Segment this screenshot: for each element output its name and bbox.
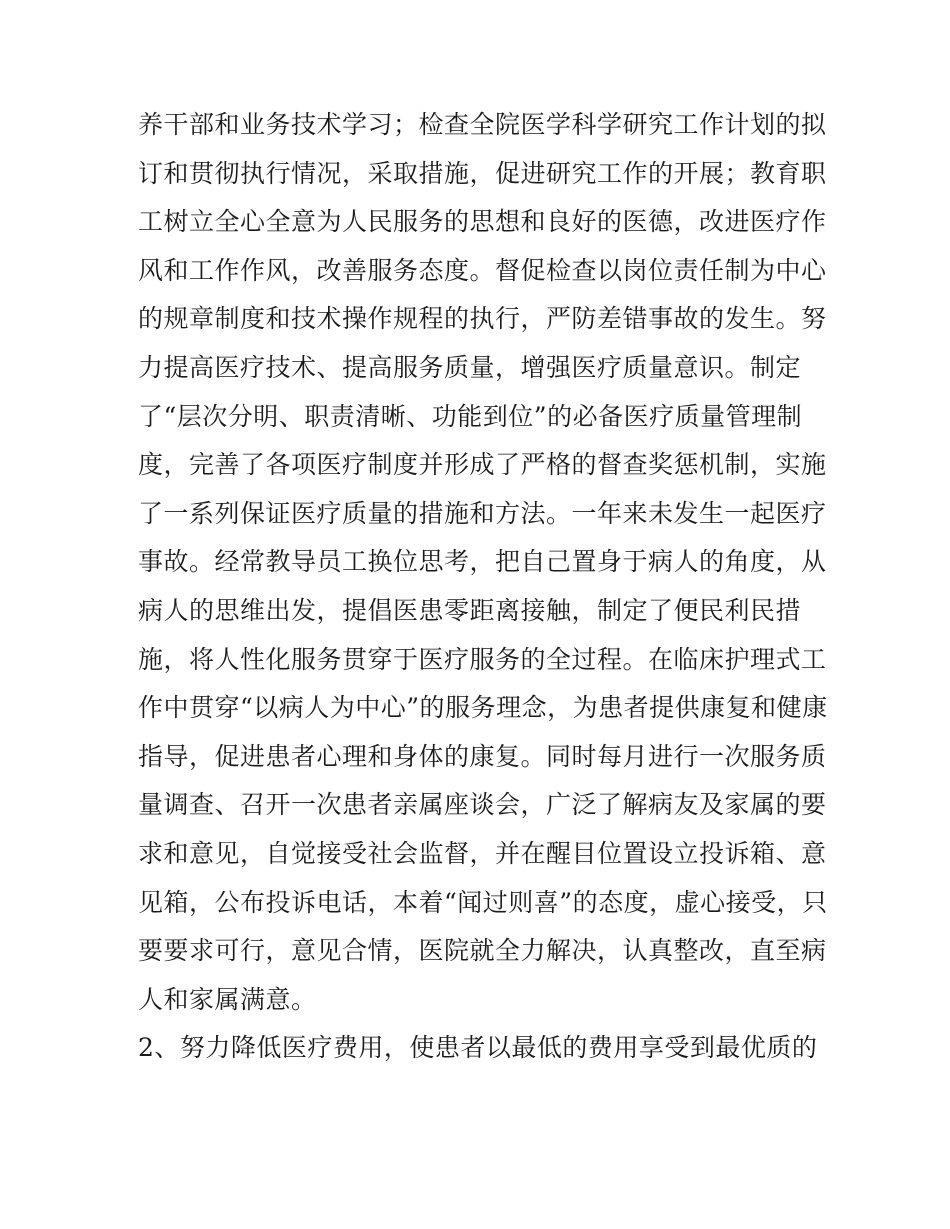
text-line: 病人的思维出发，提倡医患零距离接触，制定了便民利民措 xyxy=(138,595,802,625)
text-line: 风和工作作风，改善服务态度。督促检查以岗位责任制为中心 xyxy=(138,255,827,285)
text-line: 量调查、召开一次患者亲属座谈会，广泛了解病友及家属的要 xyxy=(138,790,827,820)
text-line: 作中贯穿“以病人为中心”的服务理念，为患者提供康复和健康 xyxy=(138,693,828,723)
text-line: 订和贯彻执行情况，采取措施，促进研究工作的开展；教育职 xyxy=(138,158,827,188)
text-line: 工树立全心全意为人民服务的思想和良好的医德，改进医疗作 xyxy=(138,207,827,237)
text-line: 力提高医疗技术、提高服务质量，增强医疗质量意识。制定 xyxy=(138,352,802,382)
text-line: 度，完善了各项医疗制度并形成了严格的督查奖惩机制，实施 xyxy=(138,450,827,480)
list-item-line: 2、努力降低医疗费用，使患者以最低的费用享受到最优质的 xyxy=(138,1033,818,1063)
text-line: 的规章制度和技术操作规程的执行，严防差错事故的发生。努 xyxy=(138,304,827,334)
text-line: 了一系列保证医疗质量的措施和方法。一年来未发生一起医疗 xyxy=(138,498,827,528)
text-line: 施，将人性化服务贯穿于医疗服务的全过程。在临床护理式工 xyxy=(138,644,827,674)
body-text xyxy=(138,101,828,1073)
text-line: 要要求可行，意见合情，医院就全力解决，认真整改，直至病 xyxy=(138,936,827,966)
text-line: 见箱，公布投诉电话，本着“闻过则喜”的态度，虚心接受，只 xyxy=(138,887,828,917)
text-line: 人和家属满意。 xyxy=(138,984,317,1014)
text-line: 指导，促进患者心理和身体的康复。同时每月进行一次服务质 xyxy=(138,741,827,771)
text-line: 事故。经常教导员工换位思考，把自己置身于病人的角度，从 xyxy=(138,547,827,577)
text-line: 了“层次分明、职责清晰、功能到位”的必备医疗质量管理制 xyxy=(138,401,803,431)
text-line: 求和意见，自觉接受社会监督，并在醒目位置设立投诉箱、意 xyxy=(138,838,827,868)
text-line: 养干部和业务技术学习；检查全院医学科学研究工作计划的拟 xyxy=(138,110,827,139)
